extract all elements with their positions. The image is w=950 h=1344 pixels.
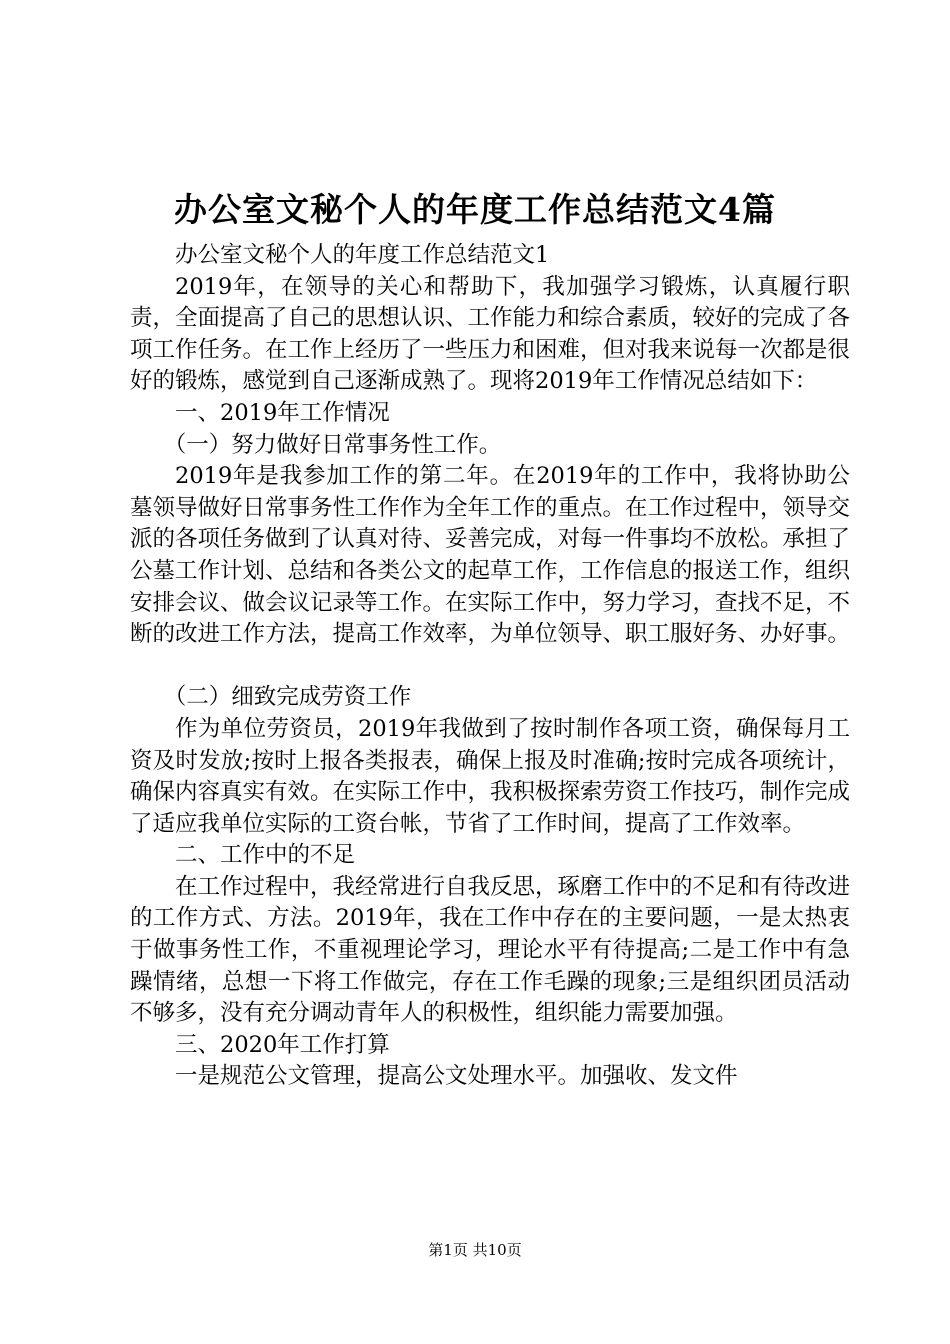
document-body bbox=[130, 240, 850, 1093]
heading-section-2: 二、工作中的不足 bbox=[175, 842, 356, 869]
section-subtitle: 办公室文秘个人的年度工作总结范文1 bbox=[175, 242, 550, 268]
paragraph-shortcomings: 在工作过程中，我经常进行自我反思，琢磨工作中的不足和有待改进的工作方式、方法。2019年，我在工作中存在的主要问题，一是太热衷于做事务性工作，不重视理论学习，理论水平有待提高;二是工作中有急躁情绪，总想一下将工作做完，存在工作毛躁的现象;三是组织团员活动不够多，没有充分调动青年人的积极性，组织能力需要加强。 bbox=[130, 873, 851, 1027]
paragraph-plan: 一是规范公文管理，提高公文处理水平。加强收、发文件 bbox=[175, 1063, 738, 1090]
document-title: 办公室文秘个人的年度工作总结范文4篇 bbox=[174, 190, 776, 229]
heading-section-1: 一、2019年工作情况 bbox=[175, 399, 390, 426]
paragraph-daily-work: 2019年是我参加工作的第二年。在2019年的工作中，我将协助公墓领导做好日常事务性工作作为全年工作的重点。在工作过程中，领导交派的各项任务做到了认真对待、妥善完成，对每一件事均不放松。承担了公墓工作计划、总结和各类公文的起草工作，工作信息的报送工作，组织安排会议、做会议记录等工作。在实际工作中，努力学习，查找不足，不断的改进工作方法，提高工作效率，为单位领导、职工服好务、办好事。 bbox=[130, 463, 851, 648]
page-number-footer: 第1页 共10页 bbox=[428, 1241, 522, 1259]
heading-subsection-2: （二）细致完成劳资工作 bbox=[163, 684, 412, 711]
heading-section-3: 三、2020年工作打算 bbox=[175, 1031, 390, 1058]
paragraph-intro: 2019年，在领导的关心和帮助下，我加强学习锻炼，认真履行职责，全面提高了自己的思想认识、工作能力和综合素质，较好的完成了各项工作任务。在工作上经历了一些压力和困难，但对我来说每一次都是很好的锻炼，感觉到自己逐渐成熟了。现将2019年工作情况总结如下： bbox=[130, 273, 851, 395]
paragraph-spacer bbox=[130, 651, 850, 683]
heading-subsection-1: （一）努力做好日常事务性工作。 bbox=[163, 431, 502, 458]
paragraph-labor-wages: 作为单位劳资员，2019年我做到了按时制作各项工资，确保每月工资及时发放;按时上报各类报表，确保上报及时准确;按时完成各项统计，确保内容真实有效。在实际工作中，我积极探索劳资工作技巧，制作完成了适应我单位实际的工资台帐，节省了工作时间，提高了工作效率。 bbox=[130, 715, 851, 837]
